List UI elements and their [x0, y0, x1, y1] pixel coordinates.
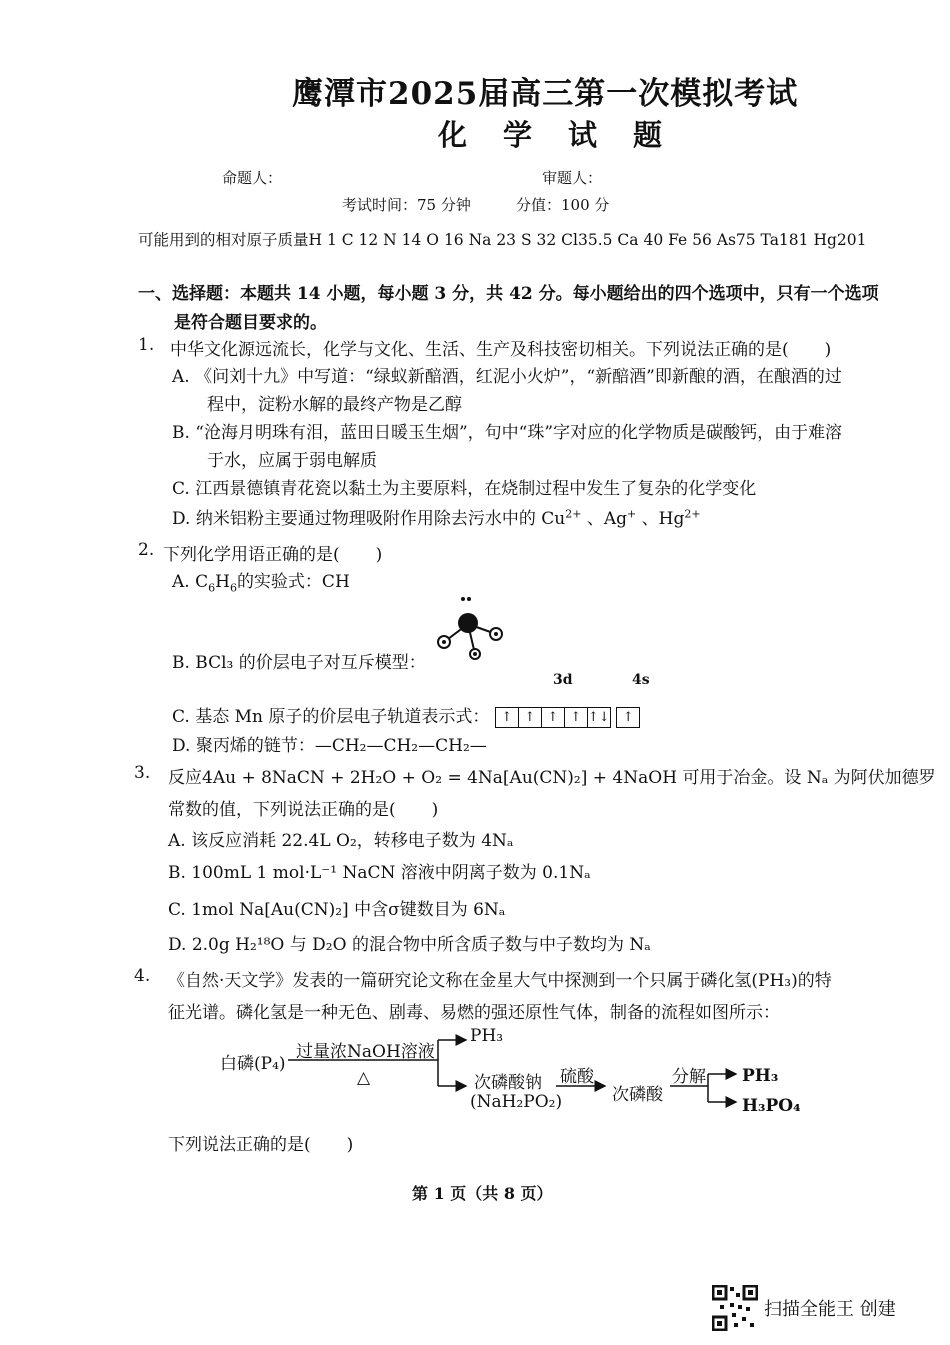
q3-equation: 4Au + 8NaCN + 2H₂O + O₂ = 4Na[Au(CN)₂] + 4NaOH [202, 768, 678, 788]
q3-option-b: B. 100mL 1 mol·L⁻¹ NaCN 溶液中阴离子数为 0.1Nₐ [168, 863, 591, 883]
flow-decompose: 分解 [672, 1067, 706, 1087]
orbital-box: ↑ [622, 710, 634, 725]
atomic-masses: 可能用到的相对原子质量H 1 C 12 N 14 O 16 Na 23 S 32 Cl35.5 Ca 40 Fe 56 As75 Ta181 Hg201 [138, 231, 867, 249]
orbital-diagram-4s [616, 707, 640, 728]
q1-option-d: D. 纳米铝粉主要通过物理吸附作用除去污水中的 $Cu^{2+}$ 、Ag+ 、$Hg^{2+}$ [172, 507, 701, 529]
flow-ph3-out: PH₃ [742, 1066, 779, 1086]
q2-number: 2. [138, 540, 155, 560]
page-number: 第 1 页（共 8 页） [412, 1184, 553, 1203]
orbital-box: ↑ [542, 708, 565, 727]
flow-hypophosphorous-acid: 次磷酸 [612, 1085, 663, 1105]
subject-char: 学 [503, 118, 533, 152]
flow-reagent-naoh: 过量浓NaOH溶液 [296, 1042, 435, 1062]
reviewer-label: 审题人： [542, 169, 603, 187]
flow-h3po4-out: H₃PO₄ [742, 1096, 801, 1116]
q1-option-b: B. “沧海月明珠有泪，蓝田日暖玉生烟”，句中“珠”字对应的化学物质是碳酸钙，由于难溶 [172, 423, 843, 443]
section-heading-cont: 是符合题目要求的。 [174, 313, 327, 333]
q1-option-a-cont: 程中，淀粉水解的最终产物是乙醇 [207, 395, 462, 415]
q3-stem [168, 763, 936, 788]
q3-option-d: D. 2.0g H₂¹⁸O 与 D₂O 的混合物中所含质子数与中子数均为 Nₐ [168, 935, 651, 955]
q2-option-a-text: 的实验式：CH [236, 572, 350, 592]
q3-option-c: C. 1mol Na[Au(CN)₂] 中含σ键数目为 6Nₐ [168, 900, 506, 920]
flow-nah2po2: (NaH₂PO₂) [470, 1092, 563, 1112]
q2-option-c [172, 702, 640, 728]
orbital-box: ↑↓ [587, 710, 610, 725]
flow-ph3-top: PH₃ [470, 1026, 504, 1046]
flow-sulfuric-acid: 硫酸 [560, 1067, 594, 1087]
flow-arrows [280, 1030, 740, 1110]
exam-score: 分值：100 分 [516, 196, 610, 214]
flow-white-phosphorus: 白磷(P₄) [220, 1054, 286, 1074]
q2-option-a: A. $C_6H_6$的实验式：CH [172, 572, 350, 595]
author-label: 命题人： [222, 169, 283, 187]
subject-char: 试 [568, 118, 598, 152]
orbital-label-3d: 3d [553, 672, 573, 688]
q3-stem2-text: 常数的值，下列说法正确的是( [168, 800, 396, 820]
orbital-box: ↑ [565, 708, 588, 727]
q1-option-b-cont: 于水，应属于弱电解质 [207, 451, 377, 471]
q4-stem: 《自然·天文学》发表的一篇研究论文称在金星大气中探测到一个只属于磷化氢(PH₃)的特 [168, 971, 832, 991]
q2-option-c-text: C. 基态 Mn 原子的价层电子轨道表示式： [172, 707, 490, 727]
flow-sodium-hypophosphite: 次磷酸钠 [474, 1073, 542, 1093]
q3-option-a: A. 该反应消耗 22.4L O₂，转移电子数为 4Nₐ [168, 831, 514, 851]
q1-option-d-text: D. 纳米铝粉主要通过物理吸附作用除去污水中的 [172, 509, 536, 529]
q1-stem: 中华文化源远流长，化学与文化、生活、生产及科技密切相关。下列说法正确的是( ) [170, 340, 832, 360]
subject-char: 化 [438, 118, 468, 152]
q4-tail-text: 下列说法正确的是( [168, 1135, 311, 1155]
q4-number: 4. [134, 966, 151, 986]
q3-stem-pre: 反应 [168, 768, 202, 788]
q3-stem-post: 可用于冶金。设 Nₐ 为阿伏加德罗 [682, 768, 936, 788]
orbital-box: ↑ [519, 708, 542, 727]
q1-stem-text: 中华文化源远流长，化学与文化、生活、生产及科技密切相关。下列说法正确的是( [170, 340, 789, 360]
flow-heat-condition: △ [357, 1068, 371, 1088]
subject-char: 题 [633, 118, 663, 152]
section-heading: 一、选择题：本题共 14 小题，每小题 3 分，共 42 分。每小题给出的四个选项中，只有一个选项 [138, 284, 879, 304]
q3-stem-cont: 常数的值，下列说法正确的是( ) [168, 800, 439, 820]
q2-option-b: B. BCl₃ 的价层电子对互斥模型： [172, 653, 426, 673]
qr-code-icon [712, 1285, 758, 1331]
q1-option-a: A. 《问刘十九》中写道：“绿蚁新醅酒，红泥小火炉”，“新醅酒”即新酿的酒，在酿酒的过 [172, 367, 842, 387]
orbital-label-4s: 4s [632, 672, 650, 688]
q2-stem-text: 下列化学用语正确的是( [163, 545, 340, 565]
q1-number: 1. [138, 335, 155, 355]
q2-option-d: D. 聚丙烯的链节：—CH₂—CH₂—CH₂— [172, 736, 487, 756]
q2-stem: 下列化学用语正确的是( ) [163, 545, 383, 565]
q1-option-c: C. 江西景德镇青花瓷以黏土为主要原料，在烧制过程中发生了复杂的化学变化 [172, 479, 757, 499]
orbital-box: ↑ [496, 708, 519, 727]
bcl3-vsepr-model-icon [432, 590, 512, 660]
orbital-diagram-3d [495, 707, 611, 728]
q2-option-a-prefix: A. [172, 572, 196, 592]
exam-title: 鹰潭市2025届高三第一次模拟考试 [292, 76, 799, 112]
q4-tail: 下列说法正确的是( ) [168, 1135, 354, 1155]
exam-time: 考试时间：75 分钟 [342, 196, 471, 214]
scanner-watermark: 扫描全能王 创建 [764, 1299, 896, 1320]
q4-stem-cont: 征光谱。磷化氢是一种无色、剧毒、易燃的强还原性气体，制备的流程如图所示： [168, 1003, 780, 1023]
q3-number: 3. [134, 763, 151, 783]
subject-title [420, 113, 680, 154]
